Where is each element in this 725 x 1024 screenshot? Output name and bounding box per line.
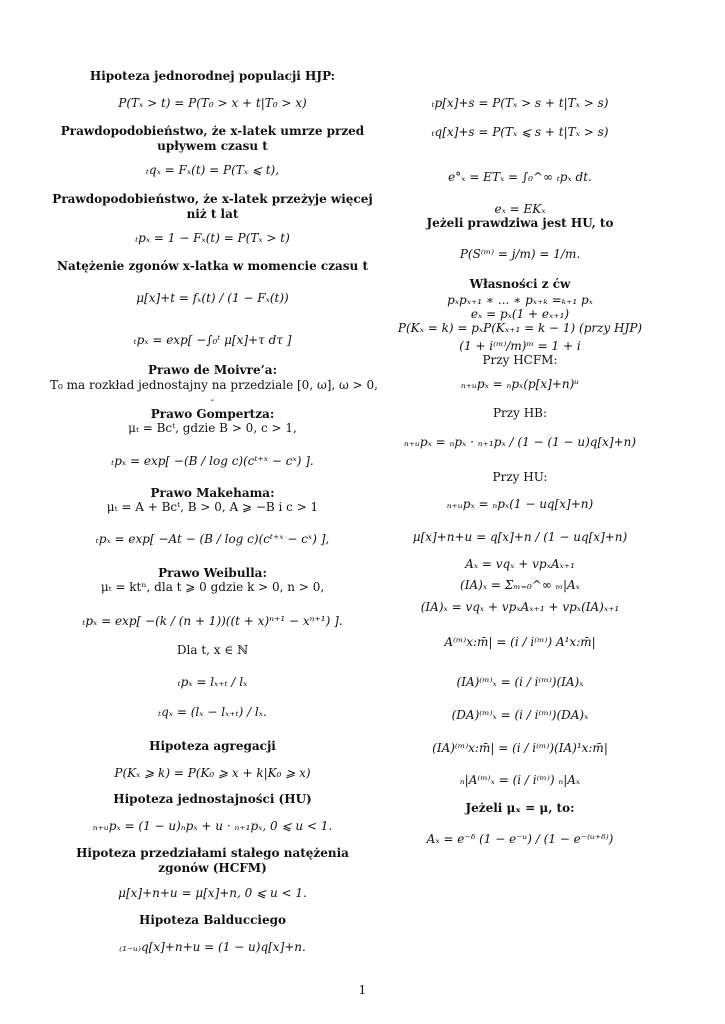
right-eq-16: ₙ₊ᵤpₓ = ₙpₓ(1 − uq[x]+n) bbox=[446, 497, 594, 511]
right-text-13: Przy HB: bbox=[492, 406, 548, 420]
right-column bbox=[385, 0, 655, 1024]
right-eq-25: ₙ|A⁽ᵐ⁾ₓ = (i / i⁽ᵐ⁾) ₙ|Aₓ bbox=[459, 773, 581, 787]
right-eq-19: (IA)ₓ = Σₘ₌₀^∞ ₘ|Aₓ bbox=[460, 578, 580, 592]
right-text-15: Przy HU: bbox=[492, 470, 548, 484]
left-eq-25: P(Kₓ ⩾ k) = P(K₀ ⩾ x + k|K₀ ⩾ x) bbox=[114, 766, 311, 780]
right-eq-2: e°ₓ = ETₓ = ∫₀^∞ ₜpₓ dt. bbox=[448, 170, 592, 184]
left-sym-11: - bbox=[210, 395, 215, 406]
left-eq-17: ₜpₓ = exp[ −At − (B / log c)(cᵗ⁺ˣ − cˣ) ], bbox=[95, 532, 330, 546]
left-heading-9: Prawo de Moivre’a: bbox=[148, 363, 277, 377]
right-eq-7: pₓpₓ₊₁ ∗ ... ∗ pₓ₊ₖ =ₖ₊₁ pₓ bbox=[447, 293, 593, 307]
right-heading-6: Własności z ćw bbox=[469, 277, 571, 291]
left-eq-29: μ[x]+n+u = μ[x]+n, 0 ⩽ u < 1. bbox=[118, 886, 307, 900]
right-eq-0: ₜp[x]+s = P(Tₓ > s + t|Tₓ > s) bbox=[431, 96, 609, 110]
left-eq-1: P(Tₓ > t) = P(T₀ > x + t|T₀ > x) bbox=[118, 96, 307, 110]
left-text-10: T₀ ma rozkład jednostajny na przedziale [0, ω], ω > 0, bbox=[50, 378, 378, 392]
left-eq-3: ₜqₓ = Fₓ(t) = P(Tₓ ⩽ t), bbox=[145, 163, 280, 177]
right-eq-22: (IA)⁽ᵐ⁾ₓ = (i / i⁽ᵐ⁾)(IA)ₓ bbox=[456, 675, 584, 689]
left-eq-20: ₜpₓ = exp[ −(k / (n + 1))((t + x)ⁿ⁺¹ − xⁿ⁺¹) ]. bbox=[82, 614, 343, 628]
right-heading-26: Jeżeli μₓ = μ, to: bbox=[465, 801, 575, 815]
left-eq-27: ₙ₊ᵤpₓ = (1 − u)ₙpₓ + u · ₙ₊₁pₓ, 0 ⩽ u < 1. bbox=[92, 819, 333, 833]
right-eq-20: (IA)ₓ = vqₓ + vpₓAₓ₊₁ + vpₓ(IA)ₓ₊₁ bbox=[420, 600, 620, 614]
left-text-21: Dla t, x ∈ ℕ bbox=[176, 643, 249, 657]
left-column bbox=[50, 0, 378, 1024]
left-heading-12: Prawo Gompertza: bbox=[150, 407, 275, 421]
right-eq-24: (IA)⁽ᵐ⁾x:m̄| = (i / i⁽ᵐ⁾)(IA)¹x:m̄| bbox=[432, 741, 608, 755]
left-eq-22: ₜpₓ = lₓ₊ₜ / lₓ bbox=[177, 675, 248, 689]
right-eq-3: eₓ = EKₓ bbox=[494, 202, 546, 216]
left-heading-28: Hipoteza przedziałami stałego natężenia zgonów (HCFM) bbox=[76, 846, 349, 875]
right-eq-12: ₙ₊ᵤpₓ = ₙpₓ(p[x]+n)ᵘ bbox=[460, 377, 580, 391]
left-eq-31: ₍₁₋ᵤ₎q[x]+n+u = (1 − u)q[x]+n. bbox=[119, 940, 306, 954]
left-eq-23: ₜqₓ = (lₓ − lₓ₊ₜ) / lₓ. bbox=[158, 705, 267, 719]
left-text-19: μₜ = ktⁿ, dla t ⩾ 0 gdzie k > 0, n > 0, bbox=[100, 580, 325, 594]
left-text-16: μₜ = A + Bcᵗ, B > 0, A ⩾ −B i c > 1 bbox=[106, 500, 319, 514]
right-eq-8: eₓ = pₓ(1 + eₓ₊₁) bbox=[470, 307, 570, 321]
left-heading-4: Prawdopodobieństwo, że x-latek przeżyje więcej niż t lat bbox=[52, 192, 373, 221]
left-eq-8: ₜpₓ = exp[ −∫₀ᵗ μ[x]+τ dτ ] bbox=[133, 333, 292, 347]
right-text-11: Przy HCFM: bbox=[482, 353, 558, 367]
left-text-13: μₜ = Bcᵗ, gdzie B > 0, c > 1, bbox=[128, 421, 297, 435]
right-eq-10: (1 + i⁽ᵐ⁾/m)ᵐ = 1 + i bbox=[459, 339, 581, 353]
right-eq-1: ₜq[x]+s = P(Tₓ ⩽ s + t|Tₓ > s) bbox=[431, 125, 609, 139]
right-eq-21: A⁽ᵐ⁾x:m̄| = (i / i⁽ᵐ⁾) A¹x:m̄| bbox=[444, 635, 596, 649]
right-eq-27: Aₓ = e⁻ᵟ (1 − e⁻ᵘ) / (1 − e⁻⁽ᵘ⁺ᵟ⁾) bbox=[426, 832, 614, 846]
left-heading-2: Prawdopodobieństwo, że x-latek umrze przed upływem czasu t bbox=[60, 124, 365, 153]
left-heading-24: Hipoteza agregacji bbox=[149, 739, 276, 753]
left-heading-26: Hipoteza jednostajności (HU) bbox=[113, 792, 312, 806]
right-heading-4: Jeżeli prawdziwa jest HU, to bbox=[426, 216, 614, 230]
left-heading-15: Prawo Makehama: bbox=[150, 486, 275, 500]
left-heading-6: Natężenie zgonów x-latka w momencie czasu t bbox=[56, 259, 369, 273]
left-heading-18: Prawo Weibulla: bbox=[158, 566, 267, 580]
right-eq-18: Aₓ = vqₓ + vpₓAₓ₊₁ bbox=[465, 557, 575, 571]
left-heading-30: Hipoteza Balducciego bbox=[138, 913, 287, 927]
page-number: 1 bbox=[358, 983, 367, 997]
right-eq-17: μ[x]+n+u = q[x]+n / (1 − uq[x]+n) bbox=[412, 530, 628, 544]
right-eq-9: P(Kₓ = k) = pₓP(Kₓ₊₁ = k − 1) (przy HJP) bbox=[397, 321, 643, 335]
left-eq-14: ₜpₓ = exp[ −(B / log c)(cᵗ⁺ˣ − cˣ) ]. bbox=[111, 454, 314, 468]
right-eq-23: (DA)⁽ᵐ⁾ₓ = (i / i⁽ᵐ⁾)(DA)ₓ bbox=[451, 708, 589, 722]
right-eq-14: ₙ₊ᵤpₓ = ₙpₓ · ₙ₊₁pₓ / (1 − (1 − u)q[x]+n) bbox=[403, 435, 637, 449]
left-eq-7: μ[x]+t = fₓ(t) / (1 − Fₓ(t)) bbox=[136, 291, 289, 305]
left-eq-5: ₜpₓ = 1 − Fₓ(t) = P(Tₓ > t) bbox=[135, 231, 290, 245]
left-heading-0: Hipoteza jednorodnej populacji HJP: bbox=[89, 69, 336, 83]
right-eq-5: P(S⁽ᵐ⁾ = j/m) = 1/m. bbox=[459, 247, 581, 261]
